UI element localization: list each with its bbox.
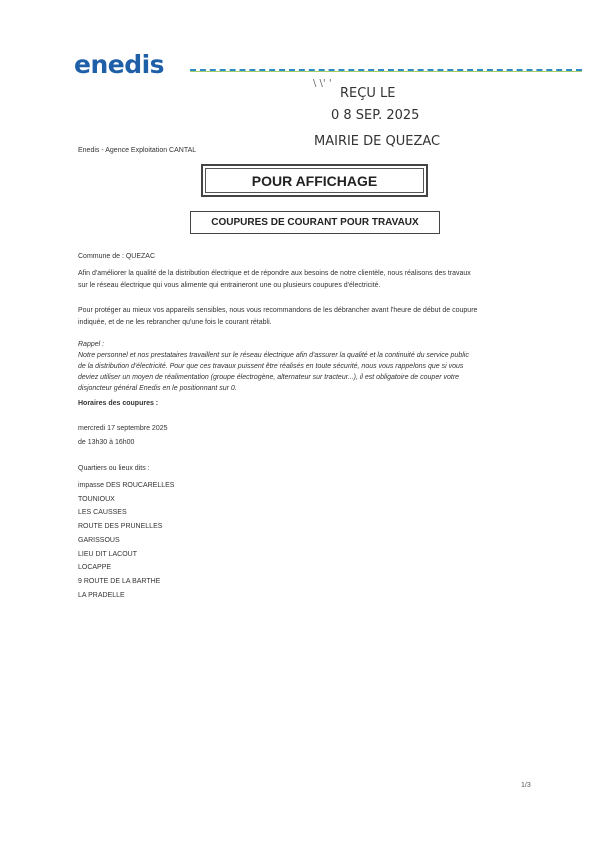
quartiers-list [78, 479, 540, 602]
advice-line: Pour protéger au mieux vos appareils sensibles, nous vous recommandons de les débrancher avant l'heure de début de coupure [78, 307, 478, 314]
list-item: LIEU DIT LACOUT [78, 550, 137, 558]
agency-name: Enedis - Agence Exploitation CANTAL [78, 147, 197, 154]
rappel-line: disjoncteur général Enedis en le positionnant sur 0. [78, 385, 237, 392]
list-item: impasse DES ROUCARELLES [78, 482, 175, 489]
list-item: GARISSOUS [78, 536, 120, 544]
header-divider-secondary [190, 71, 582, 72]
page-title: POUR AFFICHAGE [205, 168, 424, 193]
intro-paragraph [78, 268, 540, 292]
rappel-line: Notre personnel et nos prestataires travaillent sur le réseau électrique afin d'assurer la qualité et la continuité du service public [78, 352, 469, 359]
stamp-marks: \ \' ' [313, 78, 332, 89]
page-number: 1/3 [521, 782, 531, 789]
rappel-label: Rappel : [78, 341, 105, 348]
stamp-mairie: MAIRIE DE QUEZAC [314, 134, 441, 149]
title-box [201, 164, 428, 197]
intro-line: sur le réseau électrique qui vous alimente qui entraineront une ou plusieurs coupures d'électricité. [78, 282, 381, 289]
stamp-date: 0 8 SEP. 2025 [331, 108, 420, 123]
advice-line: indiquée, et de ne les rebrancher qu'une fois le courant rétabli. [78, 319, 272, 326]
cut-date: mercredi 17 septembre 2025 [78, 425, 168, 432]
subtitle-box: COUPURES DE COURANT POUR TRAVAUX [190, 211, 440, 234]
intro-line: Afin d'améliorer la qualité de la distribution électrique et de répondre aux besoins de notre clientèle, nous réalisons des travaux [78, 270, 471, 277]
list-item: LA PRADELLE [78, 591, 125, 599]
rappel-line: de la distribution d'électricité. Pour que ces travaux puissent être réalisés en toute sécurité, nous vous rappelons que si vous [78, 363, 464, 370]
advice-paragraph [78, 305, 540, 329]
enedis-logo: enedis [74, 50, 165, 79]
commune-line: Commune de : QUEZAC [78, 253, 156, 260]
quartiers-label: Quartiers ou lieux dits : [78, 465, 150, 472]
rappel-section [78, 339, 540, 394]
list-item: LOCAPPE [78, 564, 112, 572]
rappel-line: deviez utiliser un moyen de réalimentation (groupe électrogène, alternateur sur tracteur...), il est obligatoire de couper votre [78, 374, 460, 381]
list-item: 9 ROUTE DE LA BARTHE [78, 577, 161, 585]
list-item: LES CAUSSES [78, 509, 127, 517]
stamp-received-label: REÇU LE [340, 86, 396, 101]
cut-time: de 13h30 à 16h00 [78, 439, 135, 446]
horaires-label: Horaires des coupures : [78, 400, 159, 407]
list-item: ROUTE DES PRUNELLES [78, 523, 163, 531]
list-item: TOUNIOUX [78, 495, 115, 503]
